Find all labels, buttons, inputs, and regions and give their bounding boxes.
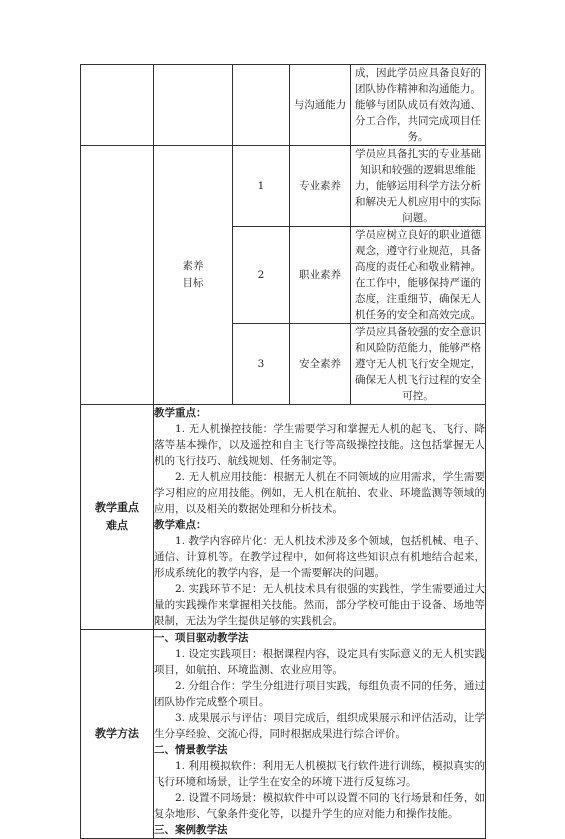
empty-cell — [81, 65, 154, 146]
quality-desc: 学员应具备扎实的专业基础知识和较强的逻辑思维能力，能够运用科学方法分析和解决无人机应用中的实际问题。 — [351, 146, 486, 227]
table-row — [81, 146, 486, 227]
quality-goals-text: 素养目标 — [182, 260, 204, 289]
empty-cell — [233, 65, 290, 146]
key-heading: 教学重点： — [154, 407, 207, 419]
method-item: 1. 设定实践项目：根据课程内容，设定具有实际意义的无人机实践项目，如航拍、环境监测、农业应用等。 — [154, 648, 485, 676]
key-points-label — [81, 405, 154, 630]
course-table — [80, 64, 486, 839]
empty-cell — [154, 65, 233, 146]
method-heading: 一、项目驱动教学法 — [154, 632, 249, 644]
method-item: 2. 分组合作：学生分组进行项目实践，每组负责不同的任务，通过团队协作完成整个项目。 — [154, 680, 485, 708]
difficult-heading: 教学难点： — [154, 519, 207, 531]
ability-name: 与沟通能力 — [290, 65, 351, 146]
quality-name: 专业素养 — [290, 146, 351, 227]
method-item: 3. 成果展示与评估：项目完成后，组织成果展示和评估活动，让学生分享经验、交流心得，同时根据成果进行综合评价。 — [154, 712, 485, 740]
quality-desc: 学员应具备较强的安全意识和风险防范能力，能够严格遵守无人机飞行安全规定，确保无人机飞行过程的安全可控。 — [351, 324, 486, 405]
key-points-text: 教学重点难点 — [95, 501, 139, 532]
ability-desc: 成，因此学员应具备良好的团队协作精神和沟通能力。能够与团队成员有效沟通、分工合作，共同完成项目任务。 — [351, 65, 486, 146]
table-row — [81, 405, 486, 630]
quality-desc: 学员应树立良好的职业道德观念，遵守行业规范，具备高度的责任心和敬业精神。在工作中，能够保持严谨的态度，注重细节，确保无人机任务的安全和高效完成。 — [351, 227, 486, 324]
key-item: 1. 无人机操控技能：学生需要学习和掌握无人机的起飞、飞行、降落等基本操作，以及遥控和自主飞行等高级操控技能。这包括掌握无人机的飞行技巧、航线规划、任务制定等。 — [154, 423, 485, 467]
quality-goals-label — [154, 146, 233, 405]
difficult-item: 2. 实践环节不足：无人机技术具有很强的实践性，学生需要通过大量的实践操作来掌握相关技能。然而，部分学校可能由于设备、场地等限制，无法为学生提供足够的实践机会。 — [154, 583, 485, 627]
key-points-content — [154, 405, 486, 630]
table-row — [81, 630, 486, 839]
difficult-item: 1. 教学内容碎片化：无人机技术涉及多个领域，包括机械、电子、通信、计算机等。在教学过程中，如何将这些知识点有机地结合起来，形成系统化的教学内容，是一个需要解决的问题。 — [154, 535, 485, 579]
row-number: 3 — [233, 324, 290, 405]
method-item: 2. 设置不同场景：模拟软件中可以设置不同的飞行场景和任务，如复杂地形、气象条件变化等，以提升学生的应对能力和操作技能。 — [154, 792, 485, 820]
table-row — [81, 65, 486, 146]
quality-name: 职业素养 — [290, 227, 351, 324]
row-number: 2 — [233, 227, 290, 324]
empty-cell — [81, 146, 154, 405]
method-heading: 三、案例教学法 — [154, 824, 228, 836]
methods-label: 教学方法 — [81, 630, 154, 839]
quality-name: 安全素养 — [290, 324, 351, 405]
row-number: 1 — [233, 146, 290, 227]
methods-content — [154, 630, 486, 839]
method-heading: 二、情景教学法 — [154, 744, 228, 756]
method-item: 1. 利用模拟软件：利用无人机模拟飞行软件进行训练，模拟真实的飞行环境和场景，让学生在安全的环境下进行反复练习。 — [154, 760, 485, 788]
key-item: 2. 无人机应用技能：根据无人机在不同领域的应用需求，学生需要学习相应的应用技能。例如，无人机在航拍、农业、环境监测等领域的应用，以及相关的数据处理和分析技术。 — [154, 471, 485, 515]
